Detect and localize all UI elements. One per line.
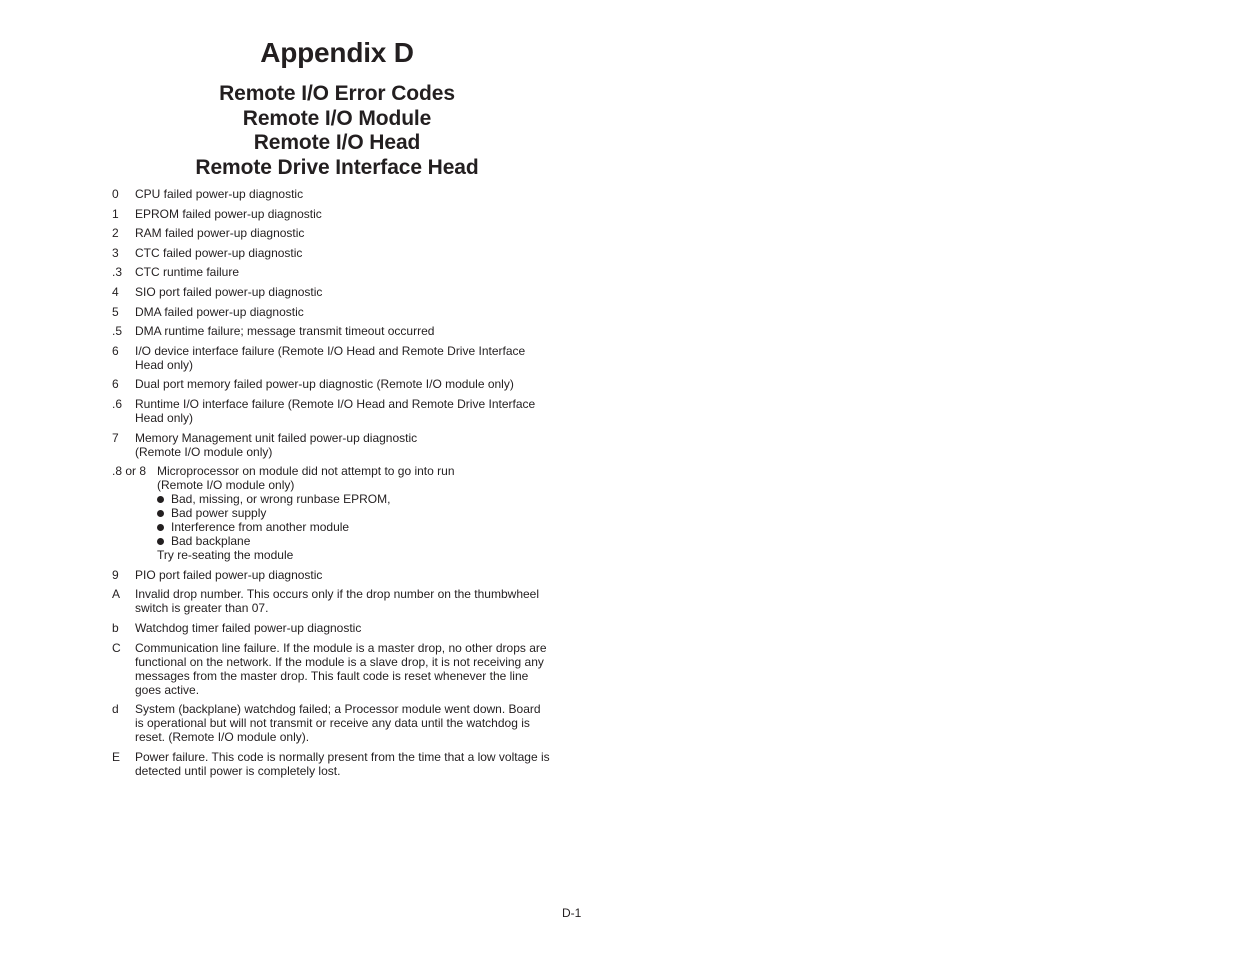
subtitle-list xyxy=(112,82,562,181)
error-code-row xyxy=(112,285,564,299)
error-description: switch is greater than 07. xyxy=(135,601,269,616)
cause-text: Bad power supply xyxy=(171,506,267,521)
error-description: reset. (Remote I/O module only). xyxy=(135,730,310,745)
error-description: DMA runtime failure; message transmit timeout occurred xyxy=(135,324,435,339)
subtitle: Remote I/O Error Codes xyxy=(219,82,455,105)
error-description: (Remote I/O module only) xyxy=(135,444,273,459)
error-code-row xyxy=(112,587,564,615)
error-description: Head only) xyxy=(135,410,194,425)
error-description: CTC failed power-up diagnostic xyxy=(135,245,303,260)
error-code: 4 xyxy=(112,284,119,299)
cause-list xyxy=(157,492,564,548)
error-code-row xyxy=(112,702,564,744)
error-description: DMA failed power-up diagnostic xyxy=(135,304,304,319)
error-code-row xyxy=(112,265,564,279)
error-description: RAM failed power-up diagnostic xyxy=(135,226,305,241)
error-code: C xyxy=(112,640,121,655)
error-code-row xyxy=(112,377,564,391)
error-description: goes active. xyxy=(135,682,200,697)
error-code-row xyxy=(112,226,564,240)
error-description: Memory Management unit failed power-up diagnostic xyxy=(135,430,418,445)
error-code-row xyxy=(112,397,564,425)
subtitle: Remote I/O Module xyxy=(242,106,432,130)
error-description: PIO port failed power-up diagnostic xyxy=(135,567,323,582)
error-code-row xyxy=(112,621,564,635)
error-description: Dual port memory failed power-up diagnostic (Remote I/O module only) xyxy=(135,377,514,392)
bullet-icon xyxy=(157,538,164,545)
error-description: Head only) xyxy=(135,357,194,372)
subtitle: Remote I/O Head xyxy=(253,131,421,155)
error-code: 3 xyxy=(112,245,119,260)
error-description: EPROM failed power-up diagnostic xyxy=(135,206,322,221)
page-title: Appendix D xyxy=(260,37,414,68)
error-description: Runtime I/O interface failure (Remote I/O Head and Remote Drive Interface xyxy=(135,396,536,411)
cause-text: Bad, missing, or wrong runbase EPROM, xyxy=(171,492,391,507)
error-code: A xyxy=(112,587,121,602)
error-description: messages from the master drop. This fault code is reset whenever the line xyxy=(135,668,529,683)
error-code: 9 xyxy=(112,567,119,582)
error-code: 1 xyxy=(112,206,119,221)
cause-item xyxy=(157,520,564,534)
error-description: I/O device interface failure (Remote I/O Head and Remote Drive Interface xyxy=(135,343,526,358)
error-code: .3 xyxy=(112,265,123,280)
error-code: d xyxy=(112,702,119,717)
error-description: CTC runtime failure xyxy=(135,265,240,280)
cause-text: Bad backplane xyxy=(171,534,251,549)
cause-item xyxy=(157,534,564,548)
error-code-row xyxy=(112,324,564,338)
bullet-icon xyxy=(157,510,164,517)
error-description: Power failure. This code is normally present from the time that a low voltage is xyxy=(135,749,550,764)
error-code-row xyxy=(112,187,564,201)
error-code-row xyxy=(112,750,564,778)
error-code: .5 xyxy=(112,324,123,339)
error-description: CPU failed power-up diagnostic xyxy=(135,187,304,201)
remedy-text: Try re-seating the module xyxy=(157,548,294,563)
error-description: detected until power is completely lost. xyxy=(135,763,341,778)
page-number: D-1 xyxy=(562,906,582,920)
error-description: functional on the network. If the module is a slave drop, it is not receiving any xyxy=(135,654,544,669)
error-description: Watchdog timer failed power-up diagnostic xyxy=(135,620,362,635)
error-code-row xyxy=(112,344,564,372)
error-description: is operational but will not transmit or receive any data until the watchdog is xyxy=(135,716,530,731)
error-code: E xyxy=(112,749,121,764)
error-code: 0 xyxy=(112,187,119,201)
error-code: b xyxy=(112,620,119,635)
error-code-row xyxy=(112,207,564,221)
subtitle: Remote Drive Interface Head xyxy=(195,156,479,180)
error-code: .6 xyxy=(112,396,123,411)
error-description: Microprocessor on module did not attempt to go into run xyxy=(157,464,455,479)
error-code-list xyxy=(112,187,564,783)
bullet-icon xyxy=(157,496,164,503)
error-description: SIO port failed power-up diagnostic xyxy=(135,284,323,299)
cause-item xyxy=(157,506,564,520)
error-code-row xyxy=(112,464,564,562)
cause-text: Interference from another module xyxy=(171,520,350,535)
error-code: 2 xyxy=(112,226,119,241)
error-code-row xyxy=(112,305,564,319)
error-code-row xyxy=(112,246,564,260)
error-description: (Remote I/O module only) xyxy=(157,478,295,493)
error-code: 6 xyxy=(112,343,119,358)
bullet-icon xyxy=(157,524,164,531)
error-code-row xyxy=(112,641,564,697)
error-code: 6 xyxy=(112,377,119,392)
error-code-row xyxy=(112,568,564,582)
error-code: .8 or 8 xyxy=(112,464,147,479)
error-description: Communication line failure. If the module is a master drop, no other drops are xyxy=(135,640,547,655)
error-description: System (backplane) watchdog failed; a Processor module went down. Board xyxy=(135,702,541,717)
error-description: Invalid drop number. This occurs only if the drop number on the thumbwheel xyxy=(135,587,540,602)
cause-item xyxy=(157,492,564,506)
error-code-row xyxy=(112,431,564,459)
error-code: 7 xyxy=(112,430,119,445)
error-code: 5 xyxy=(112,304,119,319)
